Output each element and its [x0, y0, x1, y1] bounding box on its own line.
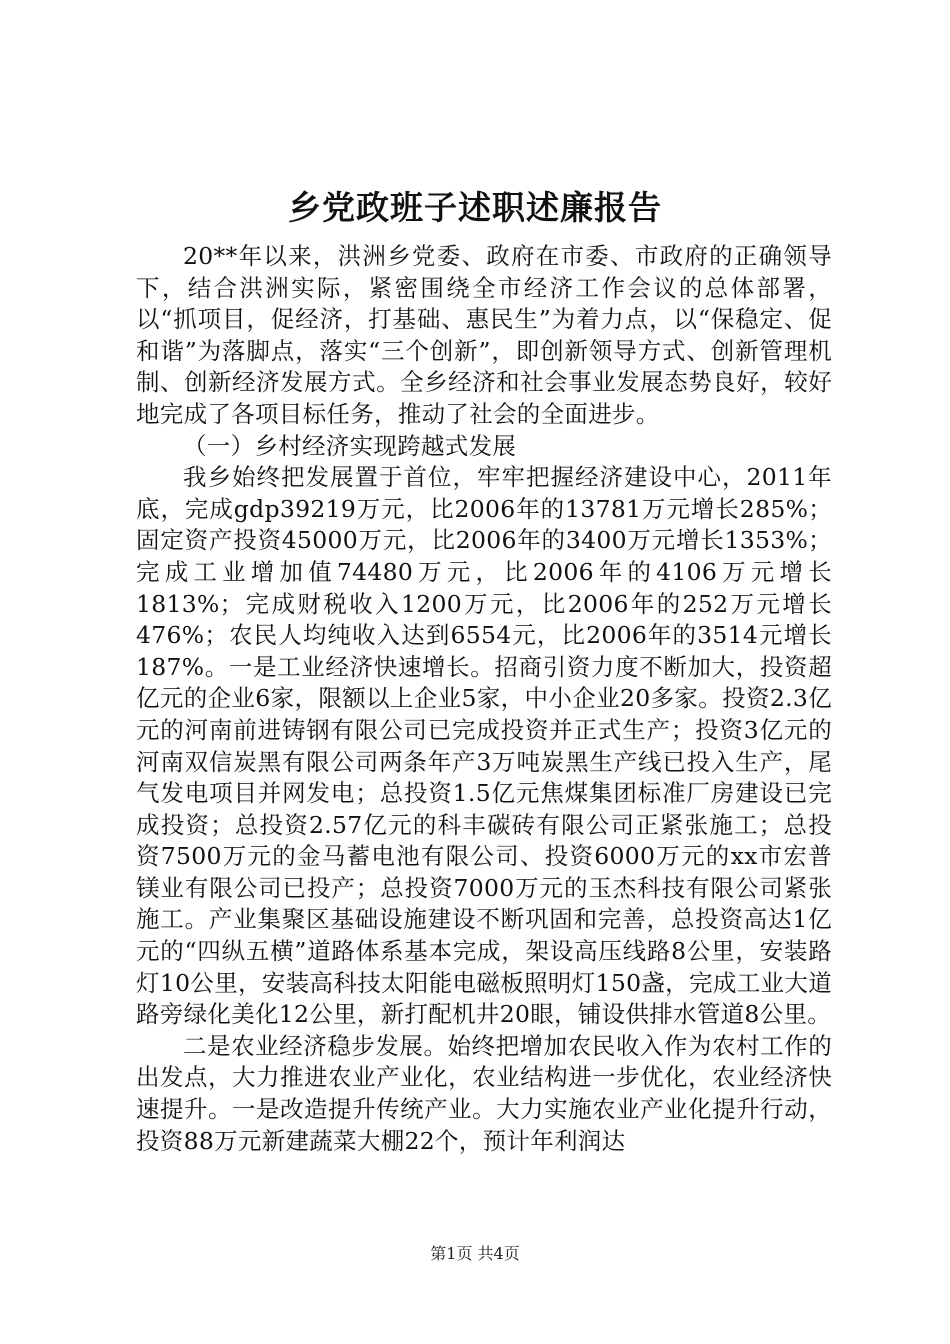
page-footer: 第1页 共4页 — [430, 1244, 520, 1263]
section-heading: （一）乡村经济实现跨越式发展 — [183, 431, 517, 460]
economy-paragraph: 我乡始终把发展置于首位，牢牢把握经济建设中心，2011年底，完成gdp39219万元，比2006年的13781万元增长285%；固定资产投资45000万元，比2006年的3400万元增长1353%；完成工业增加值74480万元，比2006年的4106万元增长1813%；完成财税收入1200万元，比2006年的252万元增长476%；农民人均纯收入达到6554元，比2006年的3514元增长187%。一是工业经济快速增长。招商引资力度不断加大，投资超亿元的企业6家，限额以上企业5家，中小企业20多家。投资2.3亿元的河南前进铸钢有限公司已完成投资并正式生产；投资3亿元的河南双信炭黑有限公司两条年产3万吨炭黑生产线已投入生产，尾气发电项目并网发电；总投资1.5亿元焦煤集团标准厂房建设已完成投资；总投资2.57亿元的科丰碳砖有限公司正紧张施工；总投资7500万元的金马蓄电池有限公司、投资6000万元的xx市宏普镁业有限公司已投产；总投资7000万元的玉杰科技有限公司紧张施工。产业集聚区基础设施建设不断巩固和完善，总投资高达1亿元的“四纵五横”道路体系基本完成，架设高压线路8公里，安装路灯10公里，安装高科技太阳能电磁板照明灯150盏，完成工业大道路旁绿化美化12公里，新打配机井20眼，铺设供排水管道8公里。 — [136, 463, 832, 1029]
document-title: 乡党政班子述职述廉报告 — [288, 188, 662, 227]
intro-paragraph: 20**年以来，洪洲乡党委、政府在市委、市政府的正确领导下，结合洪洲实际，紧密围绕全市经济工作会议的总体部署，以“抓项目，促经济，打基础、惠民生”为着力点，以“保稳定、促和谐”为落脚点，落实“三个创新”，即创新领导方式、创新管理机制、创新经济发展方式。全乡经济和社会事业发展态势良好，较好地完成了各项目标任务，推动了社会的全面进步。 — [136, 242, 832, 428]
document-body — [136, 241, 832, 1157]
agriculture-paragraph: 二是农业经济稳步发展。始终把增加农民收入作为农村工作的出发点，大力推进农业产业化，农业结构进一步优化，农业经济快速提升。一是改造提升传统产业。大力实施农业产业化提升行动，投资88万元新建蔬菜大棚22个，预计年利润达 — [136, 1031, 832, 1155]
